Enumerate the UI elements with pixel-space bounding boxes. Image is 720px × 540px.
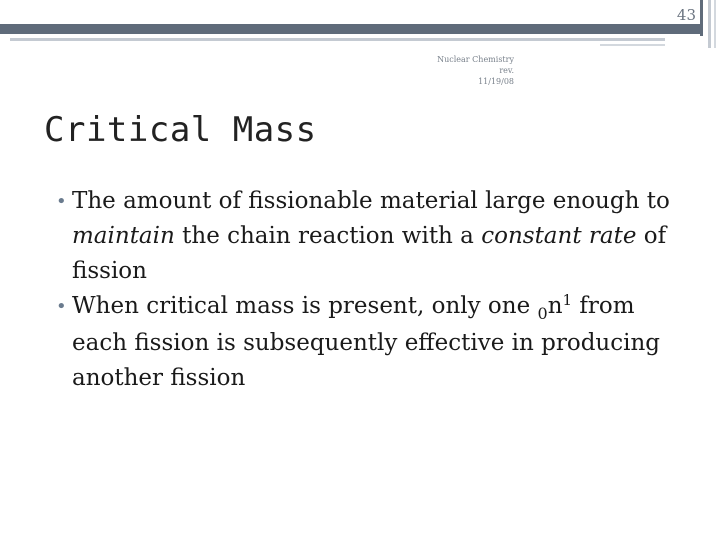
bullet-text: from each fission is subsequently effective in producing another fission bbox=[72, 293, 661, 391]
bullet-icon: • bbox=[56, 296, 67, 317]
bullet-item bbox=[56, 289, 696, 396]
bullet-text: When critical mass is present, only one bbox=[72, 293, 538, 319]
corner-vertical-bar bbox=[700, 0, 703, 36]
neutron-superscript: 1 bbox=[562, 291, 573, 309]
bullet-list bbox=[56, 184, 696, 396]
slide-number: 43 bbox=[676, 6, 696, 24]
course-note-line1: Nuclear Chemistry rev. bbox=[437, 55, 514, 75]
emphasis-text: constant rate bbox=[481, 223, 637, 249]
course-note bbox=[428, 54, 514, 87]
bullet-item bbox=[56, 184, 696, 289]
bullet-text: The amount of fissionable material large enough to bbox=[72, 188, 670, 214]
emphasis-text: maintain bbox=[72, 223, 175, 249]
neutron-subscript: 0 bbox=[537, 304, 548, 323]
slide-title: Critical Mass bbox=[44, 110, 317, 150]
bullet-icon: • bbox=[56, 191, 67, 212]
bullet-text: of fission bbox=[72, 223, 667, 284]
top-accent-line-short bbox=[600, 44, 665, 46]
corner-vertical-line-light bbox=[714, 0, 716, 48]
bullet-text: the chain reaction with a bbox=[174, 223, 482, 249]
top-decorative-bar bbox=[0, 24, 700, 34]
neutron-symbol: n bbox=[547, 293, 563, 319]
top-accent-line bbox=[10, 38, 665, 41]
corner-vertical-line bbox=[708, 0, 711, 48]
course-note-line2: 11/19/08 bbox=[478, 77, 514, 86]
